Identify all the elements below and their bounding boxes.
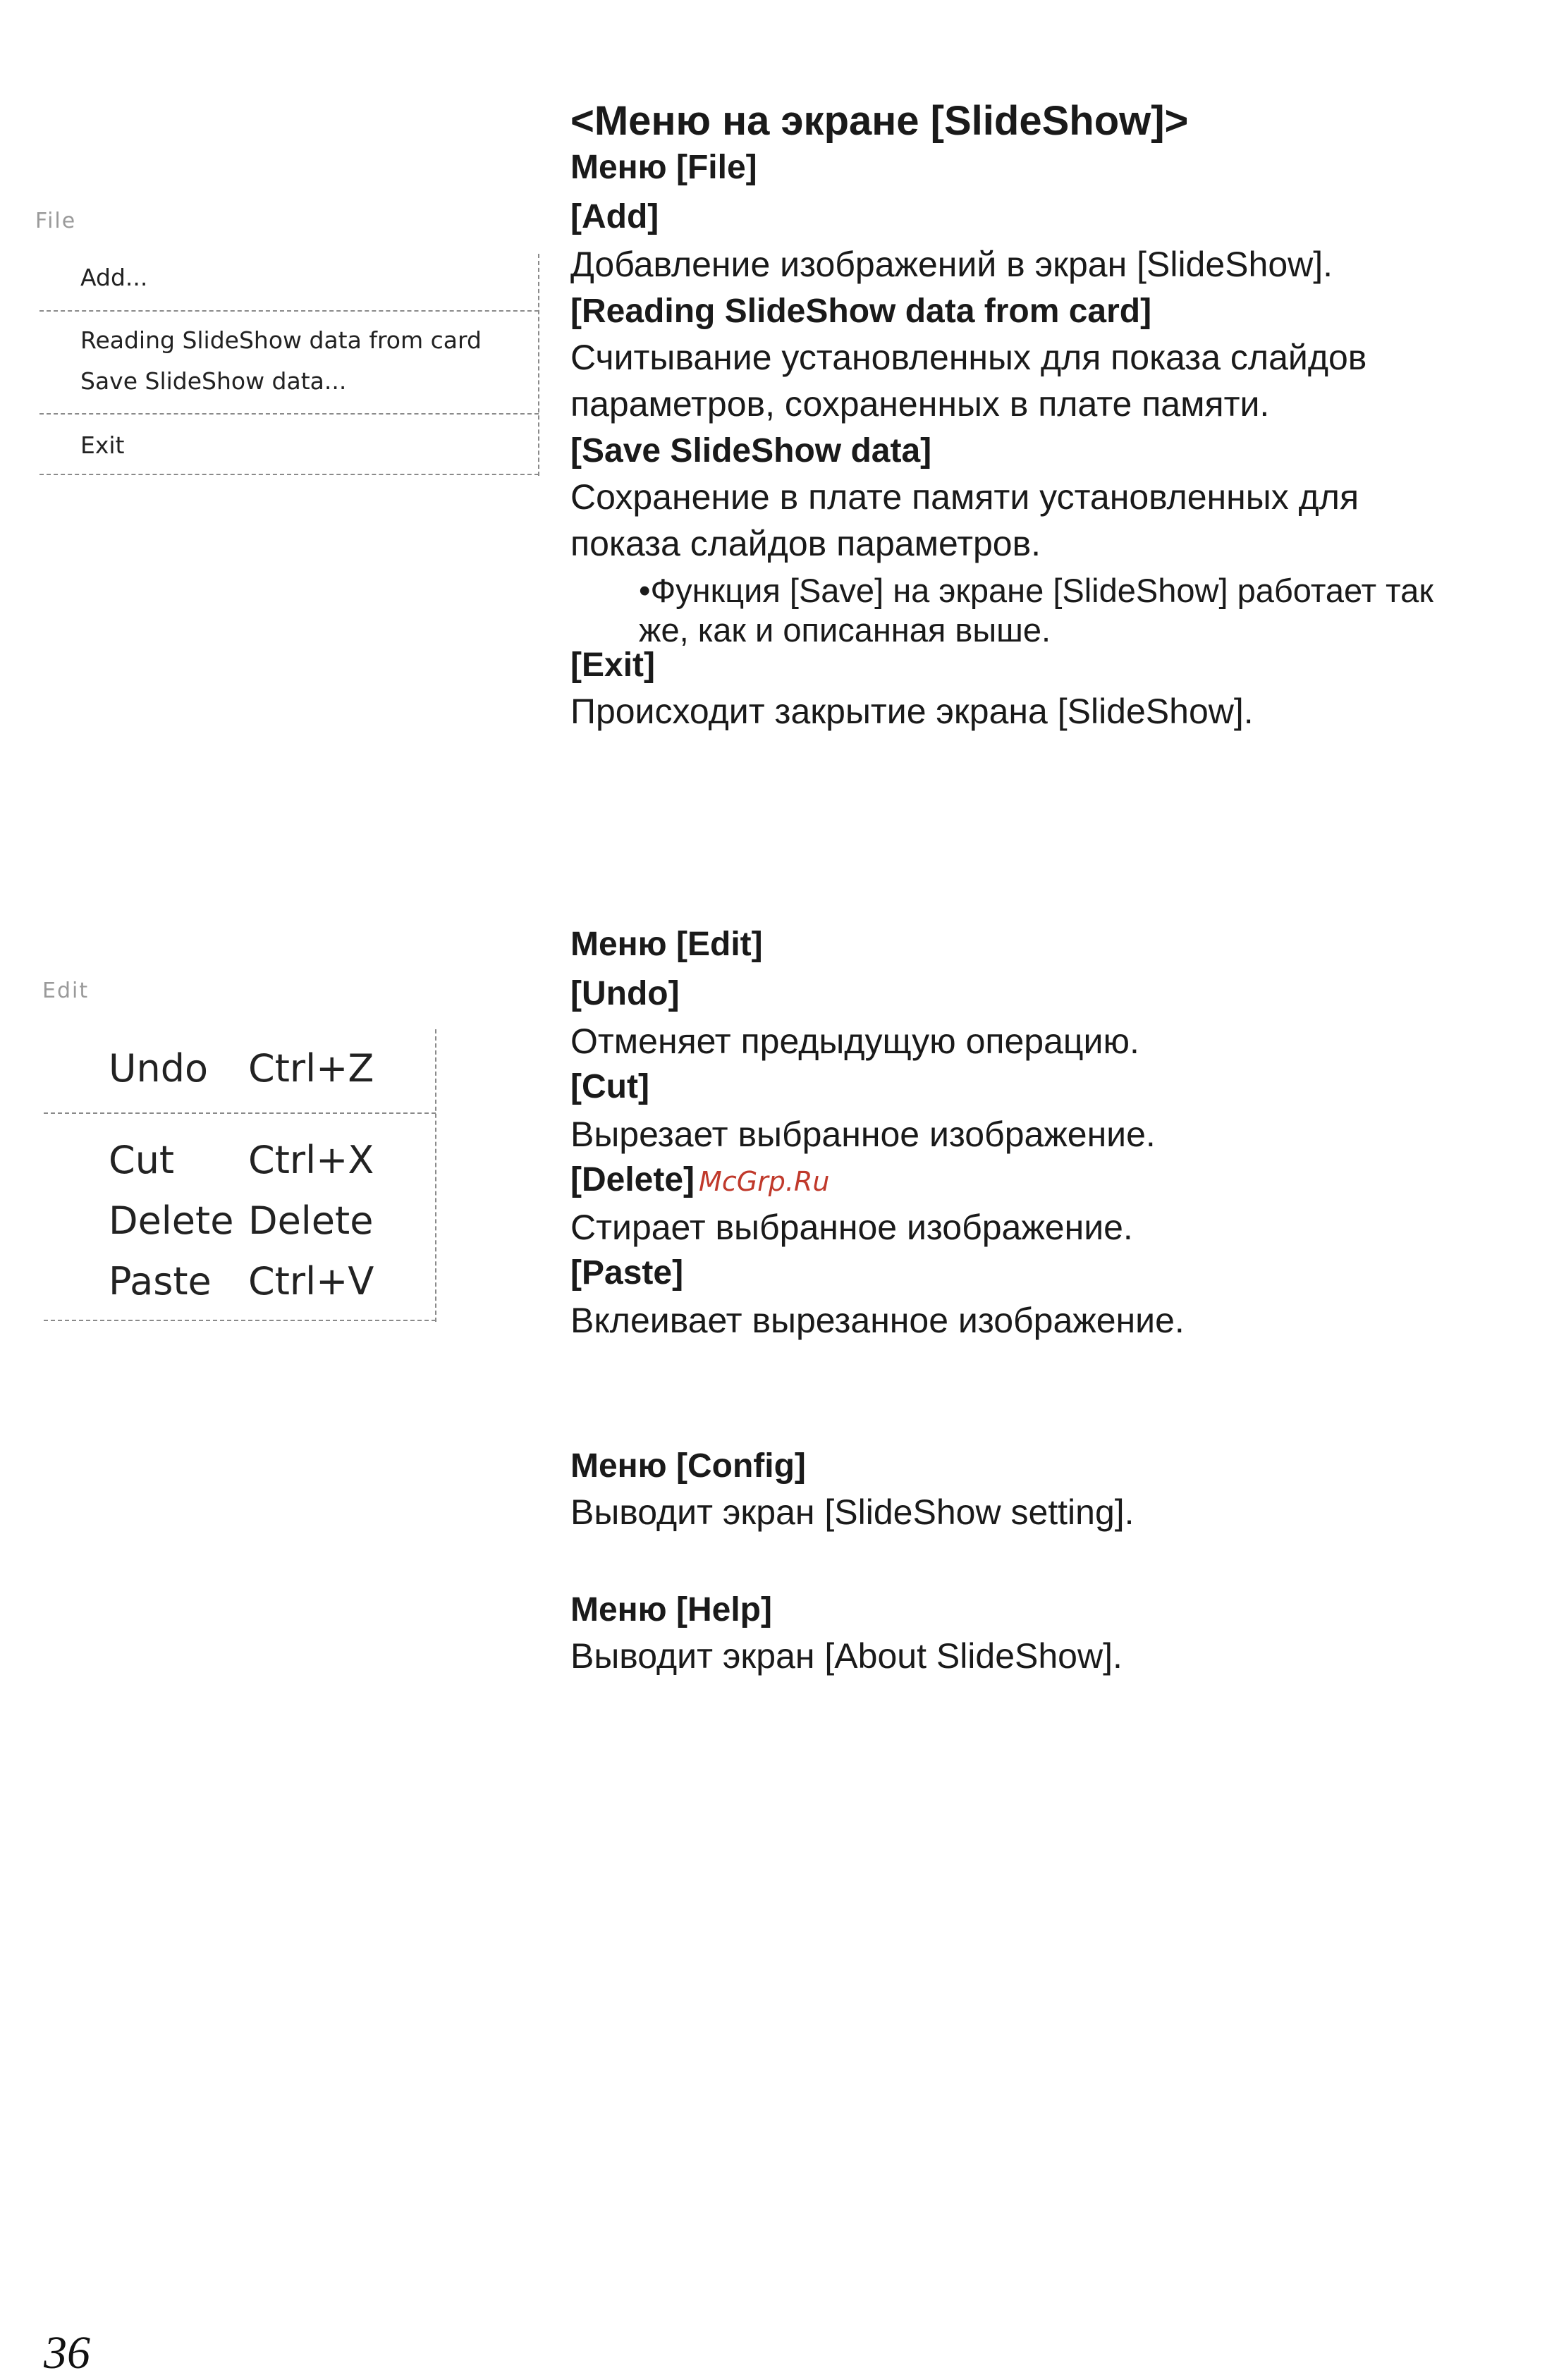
save-description-line2: показа слайдов параметров. — [570, 524, 1041, 563]
file-section-heading: Меню [File] — [570, 149, 757, 186]
undo-label: Undo — [109, 1046, 209, 1091]
paste-heading: [Paste] — [570, 1254, 684, 1292]
help-description: Выводит экран [About SlideShow]. — [570, 1636, 1123, 1676]
edit-menu-caption: Edit — [42, 979, 90, 1003]
reading-description-line1: Считывание установленных для показа слайдов — [570, 338, 1367, 377]
add-heading: [Add] — [570, 198, 659, 235]
file-menu-item-reading[interactable]: Reading SlideShow data from card — [80, 326, 482, 354]
delete-heading: [Delete] — [570, 1161, 695, 1198]
paste-description: Вклеивает вырезанное изображение. — [570, 1301, 1185, 1340]
paste-shortcut: Ctrl+V — [248, 1259, 374, 1304]
file-menu — [39, 254, 540, 479]
file-menu-item-add[interactable]: Add... — [80, 264, 148, 291]
page-number: 36 — [44, 2327, 90, 2379]
help-section-heading: Меню [Help] — [570, 1591, 772, 1628]
page-title: <Меню на экране [SlideShow]> — [570, 98, 1189, 144]
undo-description: Отменяет предыдущую операцию. — [570, 1022, 1139, 1061]
undo-shortcut: Ctrl+Z — [248, 1046, 374, 1091]
exit-heading: [Exit] — [570, 646, 655, 684]
add-description: Добавление изображений в экран [SlideShow]. — [570, 245, 1333, 284]
file-menu-caption: File — [35, 209, 77, 233]
reading-description-line2: параметров, сохраненных в плате памяти. — [570, 384, 1270, 424]
save-note-line2: же, как и описанная выше. — [639, 611, 1051, 649]
paste-label: Paste — [109, 1259, 212, 1304]
edit-menu-item-cut[interactable] — [109, 1138, 374, 1182]
edit-menu-item-delete[interactable] — [109, 1198, 373, 1243]
edit-menu-item-undo[interactable] — [109, 1046, 374, 1091]
reading-heading: [Reading SlideShow data from card] — [570, 293, 1152, 330]
save-description-line1: Сохранение в плате памяти установленных для — [570, 477, 1359, 517]
cut-description: Вырезает выбранное изображение. — [570, 1115, 1156, 1154]
edit-menu-item-paste[interactable] — [109, 1259, 374, 1304]
save-note-line1: •Функция [Save] на экране [SlideShow] работает так — [639, 572, 1433, 609]
exit-description: Происходит закрытие экрана [SlideShow]. — [570, 692, 1254, 731]
edit-menu — [44, 1029, 442, 1325]
delete-description: Стирает выбранное изображение. — [570, 1208, 1133, 1247]
delete-label: Delete — [109, 1198, 234, 1243]
cut-heading: [Cut] — [570, 1068, 649, 1105]
save-heading: [Save SlideShow data] — [570, 432, 932, 470]
config-description: Выводит экран [SlideShow setting]. — [570, 1492, 1135, 1532]
config-section-heading: Меню [Config] — [570, 1447, 806, 1485]
file-menu-item-save[interactable]: Save SlideShow data... — [80, 367, 347, 395]
watermark: McGrp.Ru — [699, 1166, 830, 1197]
undo-heading: [Undo] — [570, 975, 680, 1012]
edit-section-heading: Меню [Edit] — [570, 926, 763, 963]
cut-label: Cut — [109, 1138, 175, 1182]
cut-shortcut: Ctrl+X — [248, 1138, 374, 1182]
file-menu-item-exit[interactable]: Exit — [80, 431, 125, 459]
delete-shortcut: Delete — [248, 1198, 374, 1243]
delete-heading-row — [570, 1160, 829, 1199]
